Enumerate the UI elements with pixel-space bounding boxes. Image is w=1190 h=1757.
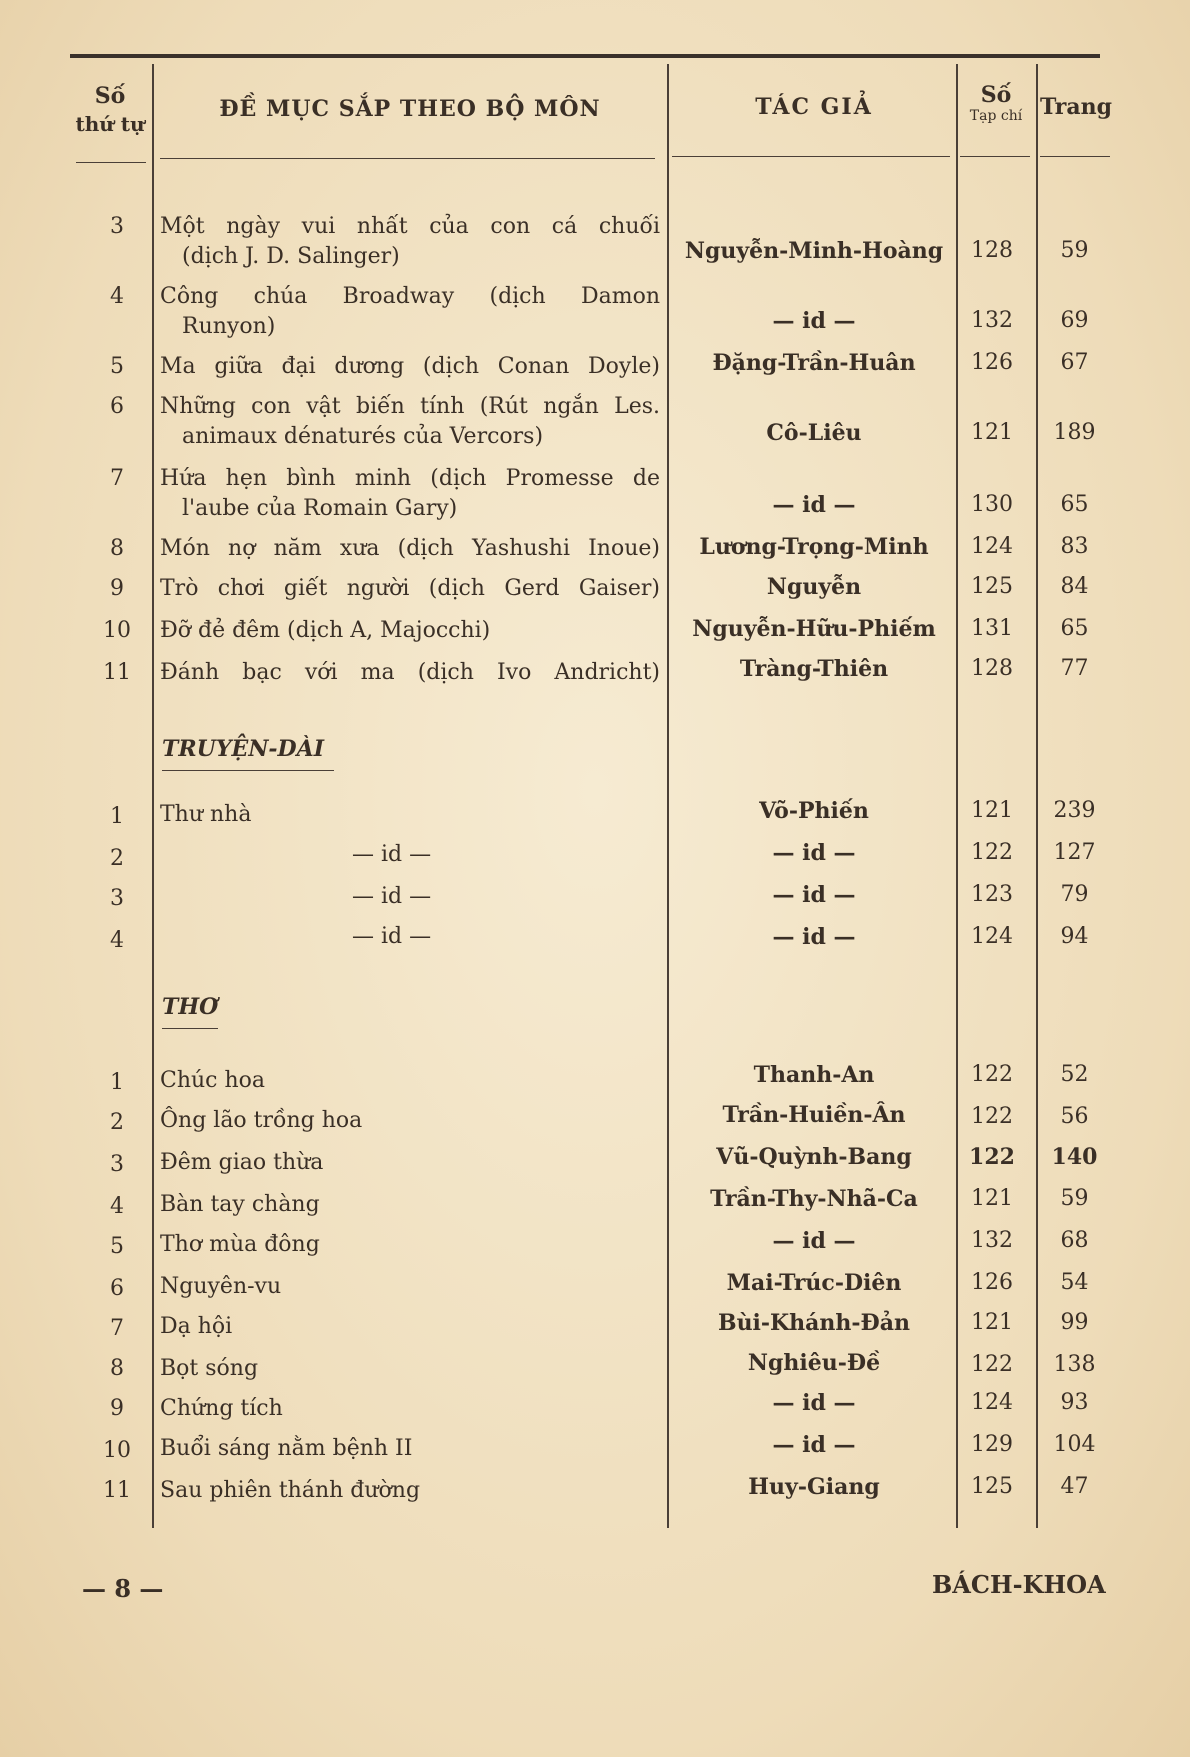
row-issue: 132 [971,1228,1013,1253]
column-divider [667,64,669,1528]
row-number: 7 [110,466,124,491]
row-title-line1: Những con vật biến tính (Rút ngắn Les. [160,394,660,419]
row-number: 10 [103,618,131,643]
header-underline [960,156,1030,157]
row-number: 2 [110,846,124,871]
row-number: 9 [110,576,124,601]
row-title: — id — [352,884,432,909]
row-issue: 122 [971,1062,1013,1087]
row-issue: 126 [971,350,1013,375]
row-page: 47 [1060,1474,1089,1499]
row-title: Ông lão trồng hoa [160,1108,363,1133]
row-issue: 121 [971,420,1013,445]
row-issue: 125 [971,1474,1013,1499]
header-issue-line2: Tạp chí [969,108,1023,124]
row-issue: 130 [971,492,1013,517]
row-page: 189 [1053,420,1096,445]
row-title [160,392,660,452]
header-title: ĐỀ MỤC SẮP THEO BỘ MÔN [219,96,601,122]
row-number: 7 [110,1316,124,1341]
header-underline [76,162,146,163]
row-title: Nguyên-vu [160,1274,282,1299]
header-number [70,82,150,138]
row-author: — id — [772,492,856,518]
row-page: 68 [1060,1228,1089,1253]
row-number: 3 [110,214,124,239]
row-page: 59 [1060,238,1089,263]
row-page: 52 [1060,1062,1089,1087]
header-author: TÁC GIẢ [755,94,873,120]
row-author: Huy-Giang [748,1474,880,1500]
row-number: 1 [110,1070,124,1095]
row-number: 4 [110,284,124,309]
row-title-line2: Runyon) [182,314,276,339]
row-issue: 122 [971,1104,1013,1129]
row-number: 9 [110,1396,124,1421]
row-page: 77 [1060,656,1089,681]
row-title: Chúc hoa [160,1068,266,1093]
section-title: TRUYỆN-DÀI [162,736,324,762]
row-author: Nguyễn [766,574,862,600]
row-title-line1: Món nợ năm xưa (dịch Yashushi Inoue) [160,536,660,561]
row-title: Thơ mùa đông [160,1232,320,1257]
row-issue: 121 [971,1186,1013,1211]
publication-name: BÁCH-KHOA [932,1570,1106,1599]
row-page: 93 [1060,1390,1089,1415]
row-page: 65 [1060,492,1089,517]
row-issue: 122 [969,1144,1015,1170]
row-author: Tràng-Thiên [739,656,889,682]
row-author: Võ-Phiến [759,798,869,824]
row-page: 83 [1060,534,1089,559]
row-author: Nguyễn-Hữu-Phiếm [692,616,936,642]
row-number: 4 [110,928,124,953]
row-title [160,352,660,382]
row-page: 140 [1051,1144,1098,1170]
row-title [160,464,660,524]
page-number: — 8 — [82,1574,164,1603]
header-number-line2: thứ tự [75,112,145,136]
row-author: Trần-Huiền-Ân [722,1102,906,1128]
row-number: 5 [110,354,124,379]
row-author: Mai-Trúc-Diên [726,1270,902,1296]
top-rule [70,54,1100,58]
row-author: Đặng-Trần-Huân [712,350,916,376]
row-issue: 131 [971,616,1013,641]
row-author: Nguyễn-Minh-Hoàng [684,238,944,264]
row-number: 3 [110,1152,124,1177]
row-page: 65 [1060,616,1089,641]
row-number: 3 [110,886,124,911]
row-author: Trần-Thy-Nhã-Ca [710,1186,918,1212]
section-title: THƠ [162,994,219,1020]
row-title-line1: Đánh bạc với ma (dịch Ivo Andricht) [160,660,660,685]
row-page: 59 [1060,1186,1089,1211]
row-title-line1: Hứa hẹn bình minh (dịch Promesse de [160,466,660,491]
row-title: Bàn tay chàng [160,1192,320,1217]
row-page: 84 [1060,574,1089,599]
row-title: Bọt sóng [160,1356,259,1381]
section-underline [162,770,334,771]
row-page: 99 [1060,1310,1089,1335]
section-underline [162,1028,218,1029]
row-author: Nghiêu-Đề [747,1350,881,1376]
row-author: Cô-Liêu [766,420,862,446]
row-title-line1: Công chúa Broadway (dịch Damon [160,284,660,309]
row-title: Sau phiên thánh đường [160,1478,421,1503]
row-title-line1: Ma giữa đại dương (dịch Conan Doyle) [160,354,660,379]
row-title [160,212,660,272]
row-number: 1 [110,804,124,829]
row-page: 104 [1053,1432,1096,1457]
row-author: — id — [772,1432,856,1458]
row-page: 56 [1060,1104,1089,1129]
row-number: 10 [103,1438,131,1463]
row-author: Thanh-An [753,1062,875,1088]
row-issue: 129 [971,1432,1013,1457]
row-title: Dạ hội [160,1314,233,1339]
row-issue: 128 [971,656,1013,681]
row-issue: 124 [971,924,1013,949]
row-title: — id — [352,842,432,867]
row-title [160,616,660,646]
row-title: — id — [352,924,432,949]
row-issue: 124 [971,534,1013,559]
row-page: 138 [1053,1352,1096,1377]
row-author: — id — [772,924,856,950]
row-issue: 126 [971,1270,1013,1295]
row-author: Vũ-Quỳnh-Bang [716,1144,912,1170]
row-title [160,534,660,564]
row-page: 127 [1053,840,1096,865]
row-title: Chứng tích [160,1396,283,1421]
row-author: Lương-Trọng-Minh [699,534,929,560]
row-title-line2: animaux dénaturés của Vercors) [182,424,544,449]
row-number: 6 [110,394,124,419]
row-title: Đêm giao thừa [160,1150,324,1175]
row-issue: 123 [971,882,1013,907]
row-number: 11 [103,1478,131,1503]
header-issue [957,82,1035,124]
row-title: Thư nhà [160,802,252,827]
row-issue: 121 [971,798,1013,823]
header-issue-line1: Số [980,82,1012,108]
row-title: Buổi sáng nằm bệnh II [160,1436,413,1461]
row-title-line1: Một ngày vui nhất của con cá chuối [160,214,660,239]
row-number: 6 [110,1276,124,1301]
row-page: 94 [1060,924,1089,949]
row-page: 239 [1053,798,1096,823]
row-page: 54 [1060,1270,1089,1295]
row-author: Bùi-Khánh-Đản [717,1310,911,1336]
row-title-line2: l'aube của Romain Gary) [182,496,458,521]
row-number: 4 [110,1194,124,1219]
header-underline [672,156,950,157]
row-page: 67 [1060,350,1089,375]
row-issue: 121 [971,1310,1013,1335]
row-title [160,282,660,342]
row-issue: 132 [971,308,1013,333]
row-author: — id — [772,840,856,866]
row-number: 11 [103,660,131,685]
row-issue: 122 [971,1352,1013,1377]
row-author: — id — [772,1228,856,1254]
row-issue: 122 [971,840,1013,865]
row-page: 79 [1060,882,1089,907]
row-title-line1: Trò chơi giết người (dịch Gerd Gaiser) [160,576,660,601]
row-author: — id — [772,882,856,908]
header-underline [1040,156,1110,157]
row-page: 69 [1060,308,1089,333]
row-title-line1: Đỡ đẻ đêm (dịch A, Majocchi) [160,618,491,643]
section-heading-tho [162,994,218,1020]
row-number: 5 [110,1234,124,1259]
row-number: 8 [110,536,124,561]
row-number: 8 [110,1356,124,1381]
row-issue: 125 [971,574,1013,599]
row-issue: 128 [971,238,1013,263]
header-underline [160,158,655,159]
section-heading-truyen-dai [162,736,324,762]
header-page: Trang [1040,94,1112,120]
row-number: 2 [110,1110,124,1135]
row-title [160,574,660,604]
header-number-line1: Số [94,83,126,109]
row-author: — id — [772,1390,856,1416]
row-author: — id — [772,308,856,334]
row-title [160,658,660,688]
row-title-line2: (dịch J. D. Salinger) [182,244,400,269]
row-issue: 124 [971,1390,1013,1415]
